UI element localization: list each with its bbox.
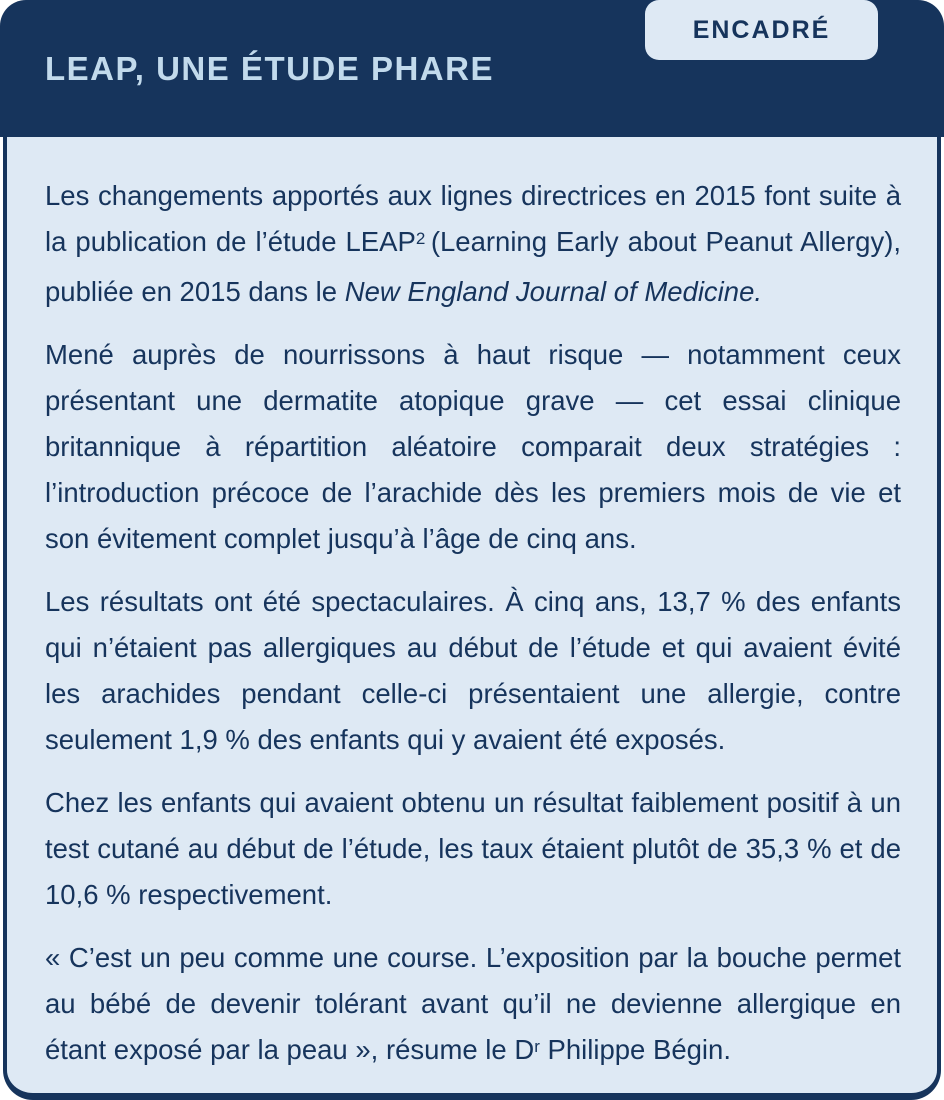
paragraphs-container: [7, 137, 937, 1077]
paragraph-text: Chez les enfants qui avaient obtenu un résultat faiblement positif à un test cutané au début de l’étude, les taux étaient plutôt de 35,3 % et de 10,6 % respectivement.: [45, 787, 901, 910]
body-paragraph: [45, 332, 901, 562]
box-body: [3, 137, 941, 1100]
encadre-badge-label: ENCADRÉ: [692, 15, 831, 44]
body-paragraph: [45, 935, 901, 1077]
paragraph-text: Philippe Bégin.: [539, 1034, 731, 1065]
paragraph-text: Les résultats ont été spectaculaires. À cinq ans, 13,7 % des enfants qui n’étaient pas allergiques au début de l’étude et qui avaient évité les arachides pendant celle-ci présentaient une allergie, contre seulement 1,9 % des enfants qui y avaient été exposés.: [45, 586, 901, 755]
body-paragraph: [45, 579, 901, 763]
paragraph-text: (Learning Early about Peanut Allergy), publiée en 2015 dans le: [45, 226, 901, 307]
body-paragraph: [45, 173, 901, 315]
encadre-badge: [645, 0, 878, 60]
superscript-text: 2: [415, 228, 426, 248]
paragraph-text: « C’est un peu comme une course. L’exposition par la bouche permet au bébé de devenir tolérant avant qu’il ne devienne allergique en étant exposé par la peau », résume le D: [45, 942, 901, 1065]
superscript-text: r: [534, 1036, 540, 1056]
box-title: LEAP, UNE ÉTUDE PHARE: [45, 50, 494, 87]
paragraph-text: Les changements apportés aux lignes directrices en 2015 font suite à la publication de l’étude LEAP: [45, 180, 901, 257]
paragraph-text: Mené auprès de nourrissons à haut risque — notamment ceux présentant une dermatite atopique grave — cet essai clinique britannique à répartition aléatoire comparait deux stratégies : l’introduction précoce de l’arachide dès les premiers mois de vie et son évitement complet jusqu’à l’âge de cinq ans.: [45, 339, 901, 554]
italic-text: New England Journal of Medicine.: [344, 276, 763, 307]
body-paragraph: [45, 780, 901, 918]
